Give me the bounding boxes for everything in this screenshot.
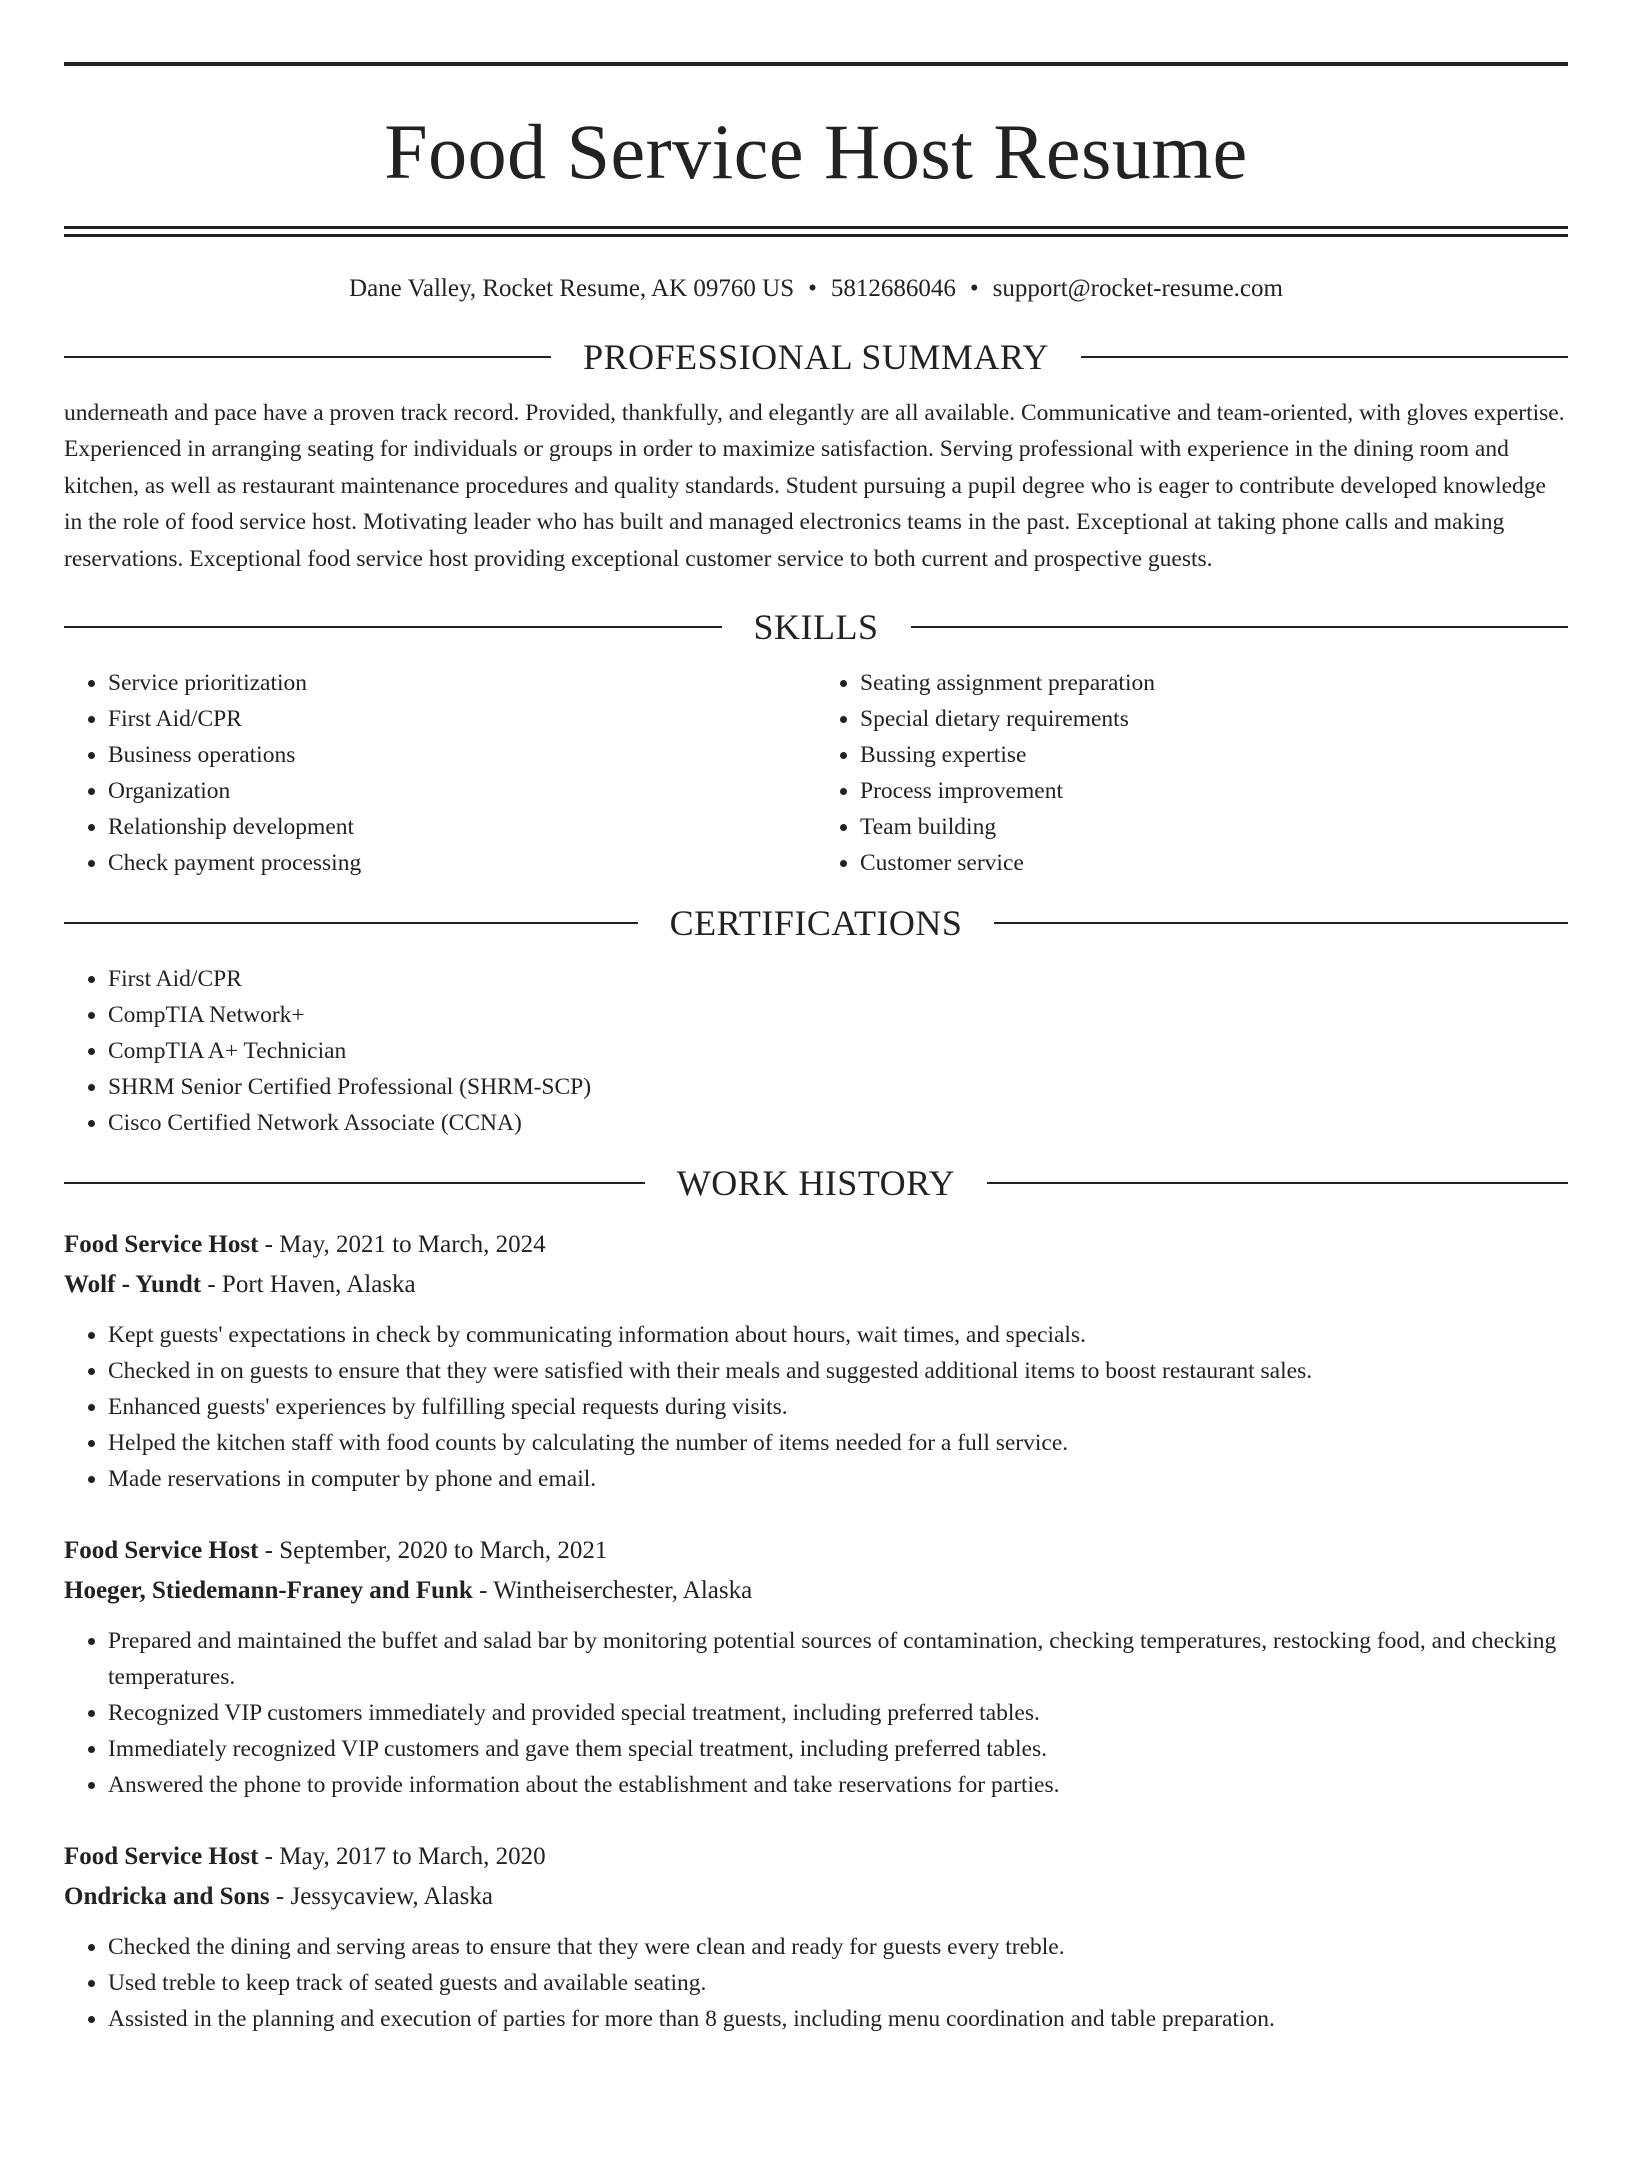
skill-item: • Customer service [860,845,1568,881]
job-bullet: • Checked in on guests to ensure that they were satisfied with their meals and suggested additional items to boost restaurant sales. [108,1353,1568,1389]
skill-item: • Special dietary requirements [860,701,1568,737]
certification-item: • CompTIA Network+ [108,997,1568,1033]
section-rule [64,1182,645,1184]
contact-line [64,273,1568,305]
section-title-work: WORK HISTORY [676,1163,956,1204]
job-role: Food Service Host [64,1537,259,1565]
summary-text: underneath and pace have a proven track record. Provided, thankfully, and elegantly are all available. Communicative and team-oriented, with gloves expertise. Experienced in arranging seating for individuals or groups in order to maximize satisfaction. Serving professional with experience in the dining room and kitchen, as well as restaurant maintenance procedures and quality standards. Student pursuing a pupil degree who is eager to contribute developed knowledge in the role of food service host. Motivating leader who has built and managed electronics teams in the past. Exceptional at taking phone calls and making reservations. Exceptional food service host providing exceptional customer service to both current and prospective guests. [64,400,1565,572]
section-header-work [64,1157,1568,1209]
job-dates: - May, 2017 to March, 2020 [258,1843,546,1871]
section-title-summary: PROFESSIONAL SUMMARY [583,337,1049,377]
title-double-rule [64,226,1568,237]
job-company: Wolf - Yundt [64,1271,202,1299]
resume-title: Food Service Host Resume [384,108,1248,195]
job-bullet: • Checked the dining and serving areas to ensure that they were clean and ready for guests every treble. [108,1929,1568,1965]
section-rule [1081,356,1568,358]
job-bullets [64,1929,1568,2037]
job-bullet: • Immediately recognized VIP customers and gave them special treatment, including preferred tables. [108,1731,1568,1767]
job-dates: - May, 2021 to March, 2024 [258,1231,546,1259]
resume-page [64,62,1568,2037]
skills-list-left [64,665,816,881]
job-title-line [64,1531,1568,1571]
certification-item: • Cisco Certified Network Associate (CCNA) [108,1105,1568,1141]
section-title-certifications: CERTIFICATIONS [669,903,963,944]
job-company: Ondricka and Sons [64,1883,270,1911]
job-entry [64,1531,1568,1803]
contact-email[interactable]: support@rocket-resume.com [992,275,1283,302]
skill-item: • Team building [860,809,1568,845]
skill-item: • Seating assignment preparation [860,665,1568,701]
job-role: Food Service Host [64,1843,259,1871]
job-title-line [64,1225,1568,1265]
job-company: Hoeger, Stiedemann-Franey and Funk [64,1577,473,1605]
job-bullet: • Prepared and maintained the buffet and salad bar by monitoring potential sources of contamination, checking temperatures, restocking food, and checking temperatures. [108,1623,1568,1695]
job-bullet: • Assisted in the planning and execution of parties for more than 8 guests, including menu coordination and table preparation. [108,2001,1568,2037]
job-title-line [64,1837,1568,1877]
certification-item: • CompTIA A+ Technician [108,1033,1568,1069]
section-header-skills [64,601,1568,653]
contact-address: Dane Valley, Rocket Resume, AK 09760 US [349,275,795,302]
job-location: - Port Haven, Alaska [201,1271,416,1299]
skill-item: • Process improvement [860,773,1568,809]
job-bullet: • Recognized VIP customers immediately and provided special treatment, including preferred tables. [108,1695,1568,1731]
job-bullet: • Answered the phone to provide information about the establishment and take reservations for parties. [108,1767,1568,1803]
job-location: - Jessycaview, Alaska [269,1883,493,1911]
job-bullet: • Made reservations in computer by phone and email. [108,1461,1568,1497]
section-title-skills: SKILLS [753,607,879,648]
section-rule [64,626,722,628]
job-bullets [64,1623,1568,1803]
skills-list-right [816,665,1568,881]
skill-item: • Business operations [108,737,816,773]
contact-separator: • [969,275,979,302]
job-bullets [64,1317,1568,1497]
skill-item: • Organization [108,773,816,809]
job-bullet: • Enhanced guests' experiences by fulfilling special requests during visits. [108,1389,1568,1425]
job-bullet: • Helped the kitchen staff with food counts by calculating the number of items needed for a full service. [108,1425,1568,1461]
top-rule [64,62,1568,66]
job-role: Food Service Host [64,1231,259,1259]
certification-item: • SHRM Senior Certified Professional (SHRM-SCP) [108,1069,1568,1105]
section-rule [911,626,1569,628]
job-entry [64,1837,1568,2037]
job-location: - Wintheiserchester, Alaska [472,1577,753,1605]
job-bullet: • Used treble to keep track of seated guests and available seating. [108,1965,1568,2001]
job-company-line [64,1877,1568,1917]
job-entry [64,1225,1568,1497]
job-company-line [64,1265,1568,1305]
contact-separator: • [808,275,817,302]
job-company-line [64,1571,1568,1611]
section-header-summary [64,331,1568,383]
certification-item: • First Aid/CPR [108,961,1568,997]
section-header-certifications [64,897,1568,949]
section-rule [987,1182,1568,1184]
skill-item: • Service prioritization [108,665,816,701]
skills-columns [64,665,1568,881]
skill-item: • Check payment processing [108,845,816,881]
section-rule [64,356,551,358]
certifications-list [64,961,1568,1141]
skill-item: • Relationship development [108,809,816,845]
section-rule [994,922,1568,924]
contact-phone: 5812686046 [830,275,956,302]
job-bullet: • Kept guests' expectations in check by communicating information about hours, wait times, and specials. [108,1317,1568,1353]
skill-item: • Bussing expertise [860,737,1568,773]
section-rule [64,922,638,924]
skill-item: • First Aid/CPR [108,701,816,737]
job-dates: - September, 2020 to March, 2021 [258,1537,608,1565]
